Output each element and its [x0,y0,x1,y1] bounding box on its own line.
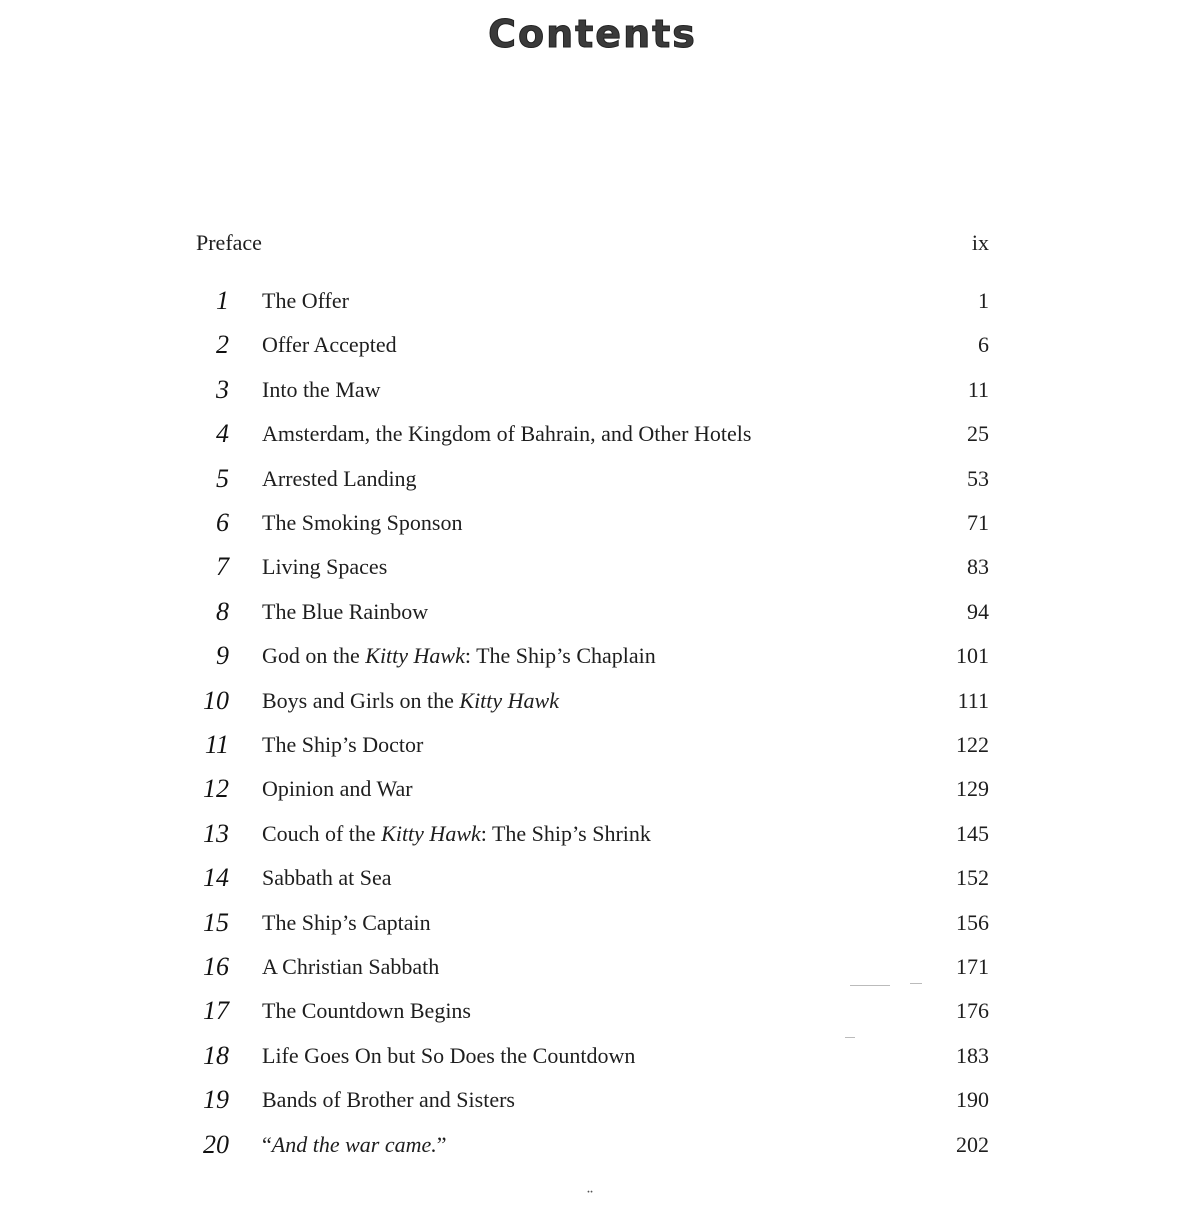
chapter-title-part: Amsterdam, the Kingdom of Bahrain, and Other Hotels [262,421,752,447]
chapter-number: 12 [203,774,229,804]
chapter-title-part: : The Ship’s Chaplain [464,643,656,669]
toc-entry [0,592,1200,632]
toc-entry [0,459,1200,499]
scan-speck [910,983,922,984]
preface-page-number: ix [971,230,989,255]
chapter-title-italic-part: Kitty Hawk [459,687,559,713]
preface-entry [0,223,1200,263]
toc-entry [0,991,1200,1031]
scan-speck [845,1037,855,1038]
toc-entry [0,281,1200,321]
chapter-title [262,681,559,721]
chapter-page-number: 11 [967,376,989,402]
toc-entry [0,769,1200,809]
chapter-number: 18 [203,1040,229,1070]
chapter-title-italic-part: And the war came. [271,1131,437,1157]
chapter-page-number: 190 [956,1087,989,1113]
chapter-title [262,325,397,365]
chapter-title-part: Boys and Girls on the [262,687,460,713]
chapter-number: 2 [216,330,229,360]
chapter-title [262,281,349,321]
chapter-title-part: The Smoking Sponson [262,510,463,535]
chapter-title [262,903,431,943]
page-title: Contents [488,12,697,56]
chapter-title [262,814,651,854]
toc-entry [0,1036,1200,1076]
page-footer-mark: ¨ [586,1188,594,1207]
chapter-title-italic-part: Kitty Hawk [365,643,465,669]
chapter-page-number: 202 [956,1131,989,1157]
toc-entry [0,370,1200,410]
chapter-number: 10 [203,685,229,715]
chapter-number: 19 [203,1085,229,1115]
chapter-title-part: Into the Maw [262,376,381,402]
chapter-title [262,1036,635,1076]
chapter-title-part: Sabbath at Sea [262,865,392,891]
toc-entry [0,325,1200,365]
chapter-title [262,547,387,587]
toc-entry [0,414,1200,454]
chapter-number: 17 [203,996,229,1026]
chapter-number: 5 [216,463,229,493]
chapter-title-part: Arrested Landing [262,465,417,491]
chapter-number: 6 [216,508,229,537]
chapter-page-number: 101 [956,643,989,669]
chapter-title-part: Life Goes On but So Does the Countdown [262,1042,636,1068]
chapter-title [262,636,656,676]
chapter-title [262,991,471,1031]
chapter-title-part: Living Spaces [262,554,388,580]
chapter-number: 4 [216,419,229,449]
chapter-page-number: 83 [967,554,989,580]
chapter-title-part: The Blue Rainbow [262,598,429,624]
chapter-title-italic-part: Kitty Hawk [381,820,481,846]
chapter-title [262,769,413,809]
chapter-page-number: 6 [978,332,989,358]
toc-entry [0,814,1200,854]
chapter-page-number: 171 [956,954,989,979]
chapter-page-number: 25 [967,421,989,447]
chapter-page-number: 176 [956,998,989,1024]
chapter-number: 13 [203,818,229,848]
toc-entry [0,947,1200,987]
toc-entry [0,636,1200,676]
chapter-page-number: 145 [956,820,989,846]
chapter-page-number: 122 [956,732,989,757]
chapter-page-number: 183 [956,1042,989,1068]
chapter-title [262,459,417,499]
chapter-title [262,503,462,543]
scan-speck [850,985,890,986]
toc-entry [0,503,1200,543]
chapter-page-number: 111 [957,687,989,713]
chapter-title [262,858,392,898]
chapter-number: 14 [203,863,229,893]
chapter-title-part: ” [436,1131,447,1157]
chapter-number: 15 [203,907,229,937]
chapter-title [262,947,439,987]
preface-label: Preface [196,230,262,255]
toc-entry [0,547,1200,587]
chapter-title [262,414,751,454]
chapter-number: 8 [216,596,229,626]
chapter-page-number: 1 [978,288,989,313]
chapter-title [262,1080,515,1120]
chapter-page-number: 71 [967,510,989,535]
toc-entry [0,1080,1200,1120]
toc-entry [0,681,1200,721]
chapter-title [262,592,428,632]
chapter-number: 11 [204,730,229,759]
chapter-title-part: Opinion and War [262,776,413,802]
chapter-page-number: 152 [956,865,989,891]
chapter-number: 9 [216,641,229,671]
chapter-title [262,370,381,410]
toc-entry [0,858,1200,898]
chapter-title-part: Offer Accepted [262,332,397,358]
chapter-title-part: : The Ship’s Shrink [480,820,651,846]
chapter-title-part: Bands of Brother and Sisters [262,1087,515,1113]
chapter-title-part: The Ship’s Captain [262,909,431,935]
chapter-title-part: The Offer [262,288,349,313]
chapter-title-part: “ [262,1131,272,1157]
chapter-title-part: A Christian Sabbath [262,954,440,979]
chapter-number: 20 [203,1129,229,1159]
chapter-page-number: 94 [967,598,989,624]
chapter-title [262,725,423,765]
toc-entry [0,1125,1200,1165]
chapter-number: 3 [216,374,229,404]
chapter-title-part: Couch of the [262,820,382,846]
chapter-page-number: 129 [956,776,989,802]
chapter-number: 7 [216,552,229,582]
chapter-title-part: The Countdown Begins [262,998,471,1024]
chapter-number: 16 [203,952,229,981]
chapter-page-number: 156 [956,909,989,935]
chapter-title [262,1125,447,1165]
toc-entry [0,903,1200,943]
toc-entry [0,725,1200,765]
chapter-title-part: God on the [262,643,366,669]
chapter-title-part: The Ship’s Doctor [262,732,424,757]
chapter-page-number: 53 [967,465,989,491]
chapter-number: 1 [216,286,229,315]
